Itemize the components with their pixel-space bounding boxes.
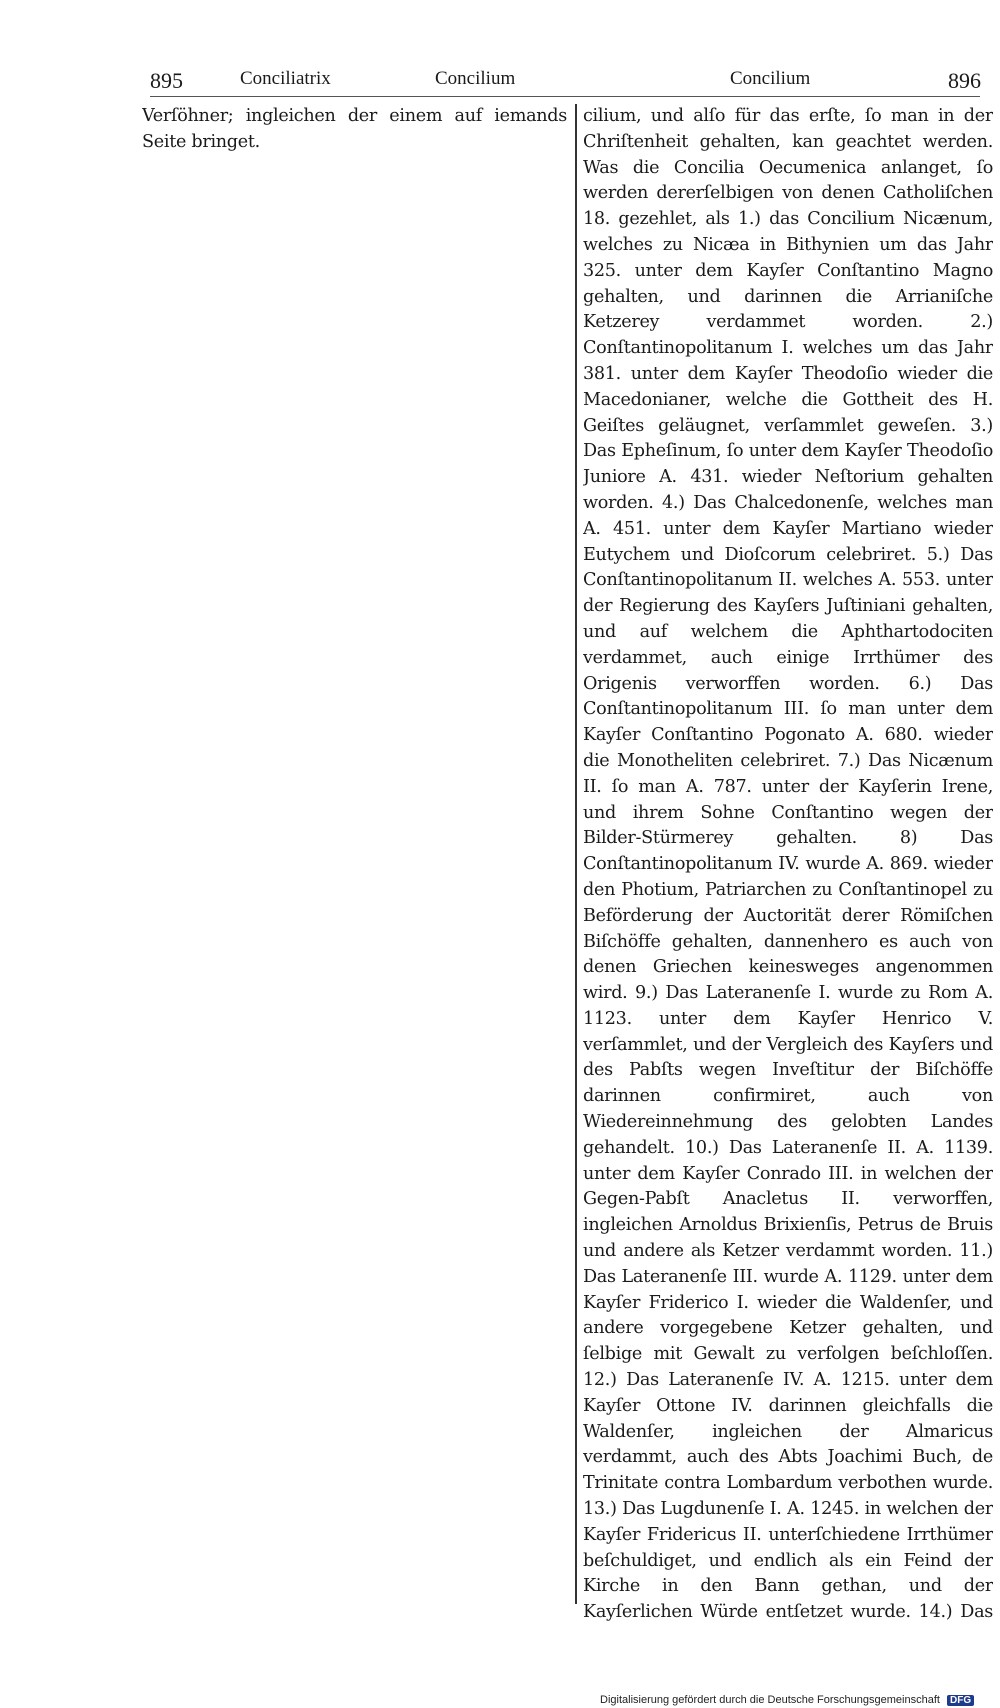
paragraph: Verſöhner; ingleichen der einem auf iemands Seite bringet. [142,106,567,152]
page-number-right: 896 [948,68,981,93]
catchword-left: Conciliatrix [240,68,331,89]
running-head-left: Concilium [435,68,516,89]
column-divider [575,104,577,1604]
page-number-left: 895 [150,68,183,93]
paragraph: cilium, und alſo für das erſte, ſo man in der Chriſtenheit gehalten, kan geachtet werden. Was die Concilia Oecumenica anlanget, ſo werden dererſelbigen von denen Catholiſchen 18. gezehlet, als 1.) das Concilium Nicænum, welches zu Nicæa in Bithynien um das Jahr 325. unter dem Kayſer Conſtantino Magno gehalten, und darinnen die Arrianiſche Ketzerey verdammet worden. 2.) Conſtantinopolitanum I. welches um das Jahr 381. unter dem Kayſer Theodoſio wieder die Macedonianer, welche die Gottheit des H. Geiſtes geläugnet, verſammlet geweſen. 3.) Das Epheſinum, ſo unter dem Kayſer Theodoſio Juniore A. 431. wieder Neſtorium gehalten worden. 4.) Das Chalcedonenſe, welches man A. 451. unter dem Kayſer Martiano wieder Eutychem und Dioſcorum celebriret. 5.) Das Conſtantinopolitanum II. welches A. 553. unter der Regierung des Kayſers Juſtiniani gehalten, und auf welchem die Aphthartodociten verdammet, auch einige Irrthümer des Origenis verworffen worden. 6.) Das Conſtantinopolitanum III. ſo man unter dem Kayſer Conſtantino Pogonato A. 680. wieder die Monotheliten celebriret. 7.) Das Nicænum II. ſo man A. 787. unter der Kayſerin Irene, und ihrem Sohne Conſtantino wegen der Bilder-Stürmerey gehalten. 8) Das Conſtantinopolitanum IV. wurde A. 869. wieder den Photium, Patriarchen zu Conſtantinopel zu Beförderung der Auctorität derer Römiſchen Biſchöffe gehalten, dannenhero es auch von denen Griechen keinesweges angenommen wird. 9.) Das Lateranenſe I. wurde zu Rom A. 1123. unter dem Kayſer Henrico V. verſammlet, und der Vergleich des Kayſers und des Pabſts wegen Inveſtitur der Biſchöffe darinnen confirmiret, auch von Wiedereinnehmung des gelobten Landes gehandelt. 10.) Das Lateranenſe II. A. 1139. unter dem Kayſer Conrado III. in welchen der Gegen-Pabſt Anacletus II. verworffen, ingleichen Arnoldus Brixienſis, Petrus de Bruis und andere als Ketzer verdammt worden. 11.) Das Lateranenſe III. wurde A. 1129. unter dem Kayſer Friderico I. wieder die Waldenſer, und andere vorgegebene Ketzer gehalten, und ſelbige mit Gewalt zu verfolgen beſchloſſen. 12.) Das Lateranenſe IV. A. 1215. unter dem Kayſer Ottone IV. darinnen gleichfalls die Waldenſer, ingleichen der Almaricus verdammt, auch des Abts Joachimi Buch, de Trinitate contra Lombardum verbothen wurde. 13.) Das Lugdunenſe I. A. 1245. in welchen der Kayſer Fridericus II. unterſchiedene Irrthümer beſchuldiget, und endlich als ein Feind der Kirche in den Bann gethan, und der Kayſerlichen Würde entſetzet wurde. 14.) Das [583,106,993,1623]
left-column [142,104,567,1624]
digitization-credit [600,1694,995,1708]
right-column [583,104,993,1624]
dfg-logo: DFG [947,1695,974,1706]
page-header [150,64,981,94]
header-rule [150,96,980,97]
credit-text: Digitalisierung gefördert durch die Deutsche Forschungsgemeinschaft [600,1694,940,1706]
running-head-right: Concilium [730,68,811,89]
